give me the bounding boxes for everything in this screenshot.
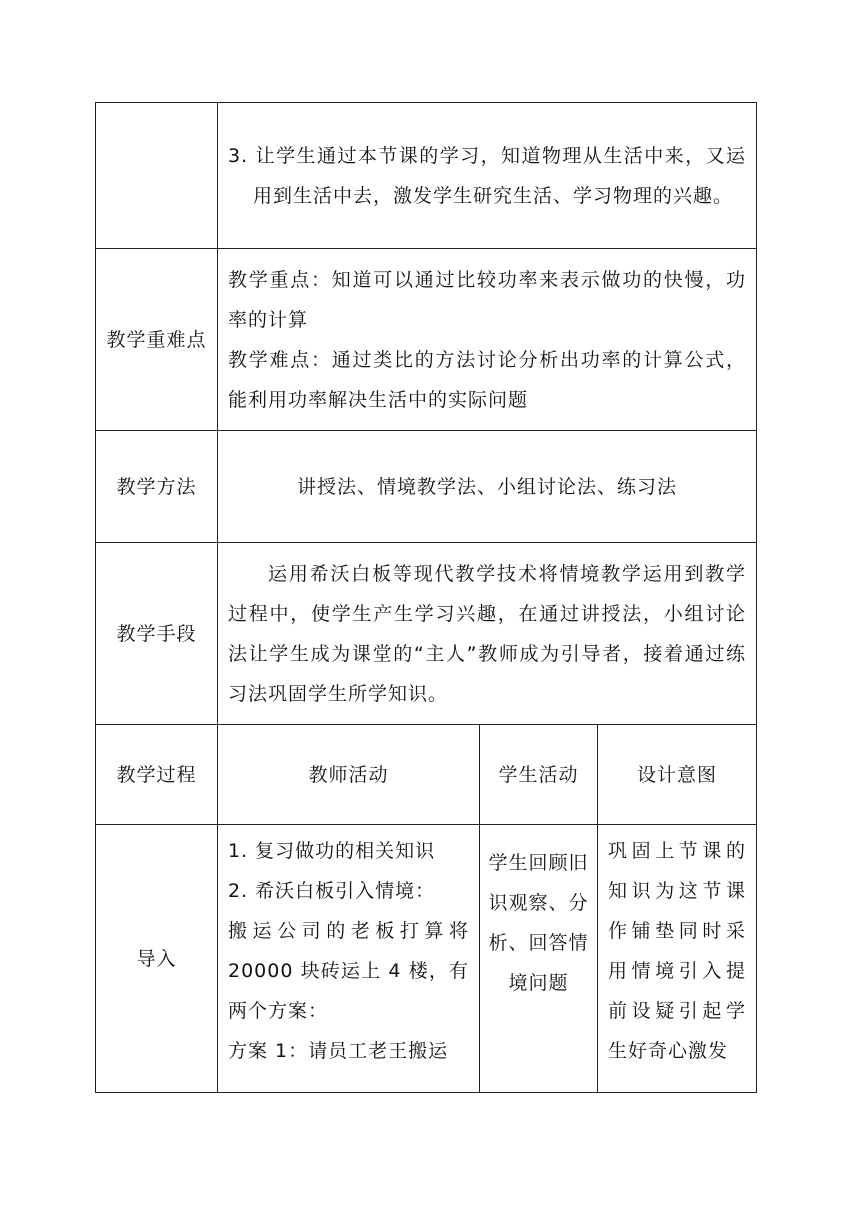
process-label: 教学过程 — [96, 725, 218, 825]
methods-row — [96, 431, 757, 543]
methods-value: 讲授法、情境教学法、小组讨论法、练习法 — [218, 431, 757, 543]
objective-3-text: 3. 让学生通过本节课的学习，知道物理从生活中来，又运用到生活中去，激发学生研究生活、学习物理的兴趣。 — [228, 144, 747, 207]
intro-intent-text: 巩固上节课的知识为这节课作铺垫同时采用情境引入提前设疑引起学生好奇心激发 — [608, 840, 747, 1062]
process-header-row — [96, 725, 757, 825]
intro-intent-cell — [598, 825, 757, 1093]
intro-row — [96, 825, 757, 1093]
key-difficult-content — [218, 249, 757, 431]
key-point-text: 教学重点：知道可以通过比较功率来表示做功的快慢，功率的计算 — [228, 268, 747, 331]
difficult-point-text: 教学难点：通过类比的方法讨论分析出功率的计算公式，能利用功率解决生活中的实际问题 — [228, 348, 747, 411]
means-row — [96, 543, 757, 725]
intro-teacher-2: 2. 希沃白板引入情境： — [228, 880, 436, 902]
key-difficult-row — [96, 249, 757, 431]
intro-teacher-cell — [218, 825, 480, 1093]
design-intent-header: 设计意图 — [598, 725, 757, 825]
means-content — [218, 543, 757, 725]
means-label: 教学手段 — [96, 543, 218, 725]
means-value: 运用希沃白板等现代教学技术将情境教学运用到教学过程中，使学生产生学习兴趣，在通过讲授法，小组讨论法让学生成为课堂的“主人”教师成为引导者，接着通过练习法巩固学生所学知识。 — [228, 562, 747, 705]
lesson-plan-table — [95, 102, 757, 1093]
teacher-activity-header: 教师活动 — [218, 725, 480, 825]
intro-teacher-1: 1. 复习做功的相关知识 — [228, 840, 436, 862]
student-activity-header: 学生活动 — [480, 725, 598, 825]
intro-student-cell — [480, 825, 598, 1093]
key-difficult-label: 教学重难点 — [96, 249, 218, 431]
intro-teacher-3: 搬运公司的老板打算将20000 块砖运上 4 楼，有两个方案： — [228, 920, 469, 1022]
objective-row — [96, 103, 757, 249]
intro-student-text: 学生回顾旧识观察、分析、回答情境问题 — [488, 852, 589, 994]
objective-label-cell — [96, 103, 218, 249]
intro-teacher-4: 方案 1：请员工老王搬运 — [228, 1040, 449, 1062]
objective-content-cell — [218, 103, 757, 249]
methods-label: 教学方法 — [96, 431, 218, 543]
intro-label: 导入 — [96, 825, 218, 1093]
